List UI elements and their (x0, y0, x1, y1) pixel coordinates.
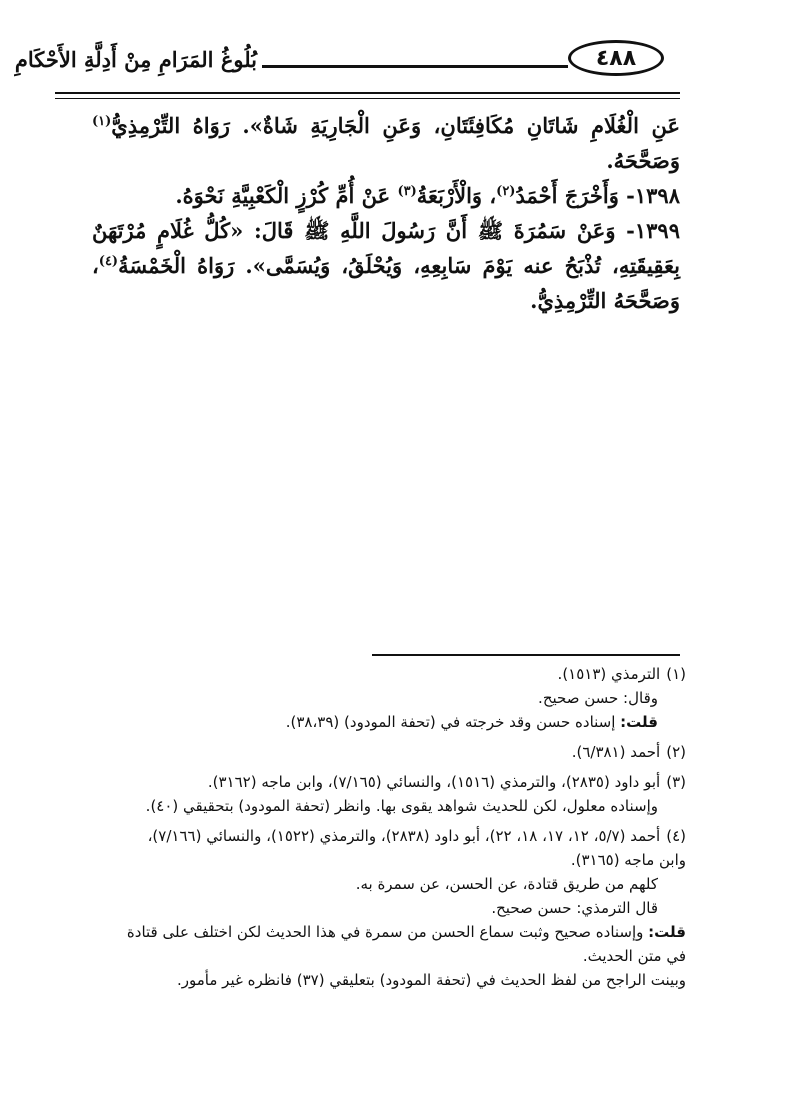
footnote-number: (١) (666, 665, 686, 683)
footnote-3 (120, 770, 686, 818)
header-rule (262, 65, 568, 68)
book-title: بُلُوغُ المَرَامِ مِنْ أَدِلَّةِ الأَحْكَامِ (14, 47, 257, 72)
header-divider (55, 92, 680, 99)
footnote-ref: (٢) (496, 184, 516, 199)
footnote-text: وبينت الراجح من لفظ الحديث في (تحفة المودود) بتعليقي (٣٧) فانظره غير مأمور. (177, 971, 686, 989)
footnote-ref: (٣) (397, 184, 417, 199)
footnote-separator (372, 654, 680, 656)
paragraph-text: ١٣٩٩- وَعَنْ سَمُرَةَ ﷺ أَنَّ رَسُولَ اللَّهِ ﷺ قَالَ: «كُلُّ غُلَامٍ مُرْتَهَنٌ بِعَقِيقَتِهِ، تُذْبَحُ عنه يَوْمَ سَابِعِهِ، وَيُحْلَقُ، وَيُسَمَّى». رَوَاهُ الْخَمْسَةُ (92, 218, 680, 278)
footnote-text: الترمذي (١٥١٣). (557, 665, 661, 683)
paragraph-text: ١٣٩٨- وَأَخْرَجَ أَحْمَدُ (515, 183, 680, 208)
footnote-ref: (١) (92, 114, 112, 129)
paragraph-hadith-1399 (92, 213, 680, 318)
paragraph-text: ، وَصَحَّحَهُ التِّرْمِذِيُّ. (92, 253, 680, 313)
footnote-2 (120, 740, 686, 764)
paragraph-text: وَصَحَّحَهُ. (606, 148, 680, 173)
footnote-text: إسناده حسن وقد خرجته في (تحفة المودود) (٣٨،٣٩). (285, 713, 621, 731)
paragraph-text: عَنْ أُمِّ كُرْزٍ الْكَعْبِيَّةِ نَحْوَهُ. (175, 183, 398, 208)
paragraph-hadith-1398 (92, 178, 680, 213)
footnotes (120, 662, 686, 998)
footnote-text: وقال: حسن صحيح. (538, 689, 658, 707)
paragraph-text: عَنِ الْغُلَامِ شَاتَانِ مُكَافِئَتَانِ، وَعَنِ الْجَارِيَةِ شَاةٌ». رَوَاهُ التِّرْمِذِيُّ (111, 113, 680, 138)
page-number: ٤٨٨ (568, 40, 664, 76)
footnote-label: قلت: (648, 923, 686, 941)
footnote-text: قال الترمذي: حسن صحيح. (491, 899, 658, 917)
footnote-text: كلهم من طريق قتادة، عن الحسن، عن سمرة به. (355, 875, 658, 893)
footnote-4 (120, 824, 686, 992)
main-text (92, 108, 680, 318)
footnote-text: وإسناده صحيح وثبت سماع الحسن من سمرة في هذا الحديث لكن اختلف على قتادة في متن الحديث. (126, 923, 686, 965)
page-header (0, 0, 803, 100)
paragraph-text: ، وَالْأَرْبَعَةُ (416, 183, 497, 208)
footnote-ref: (٤) (98, 254, 119, 269)
footnote-number: (٣) (666, 773, 686, 791)
footnote-label: قلت: (620, 713, 658, 731)
footnote-text: أبو داود (٢٨٣٥)، والترمذي (١٥١٦)، والنسائي (٧/١٦٥)، وابن ماجه (٣١٦٢). (207, 773, 661, 791)
footnote-text: وإسناده معلول، لكن للحديث شواهد يقوى بها. وانظر (تحفة المودود) بتحقيقي (٤٠). (145, 797, 658, 815)
footnote-number: (٤) (666, 827, 686, 845)
footnote-text: أحمد (٦/٣٨١). (571, 743, 661, 761)
footnote-number: (٢) (666, 743, 686, 761)
paragraph-hadith-continuation (92, 108, 680, 178)
footnote-text: أحمد (٥/٧، ١٢، ١٧، ١٨، ٢٢)، أبو داود (٢٨٣٨)، والترمذي (١٥٢٢)، والنسائي (٧/١٦٦)، وابن ماجه (٣١٦٥). (147, 827, 686, 869)
footnote-1 (120, 662, 686, 734)
